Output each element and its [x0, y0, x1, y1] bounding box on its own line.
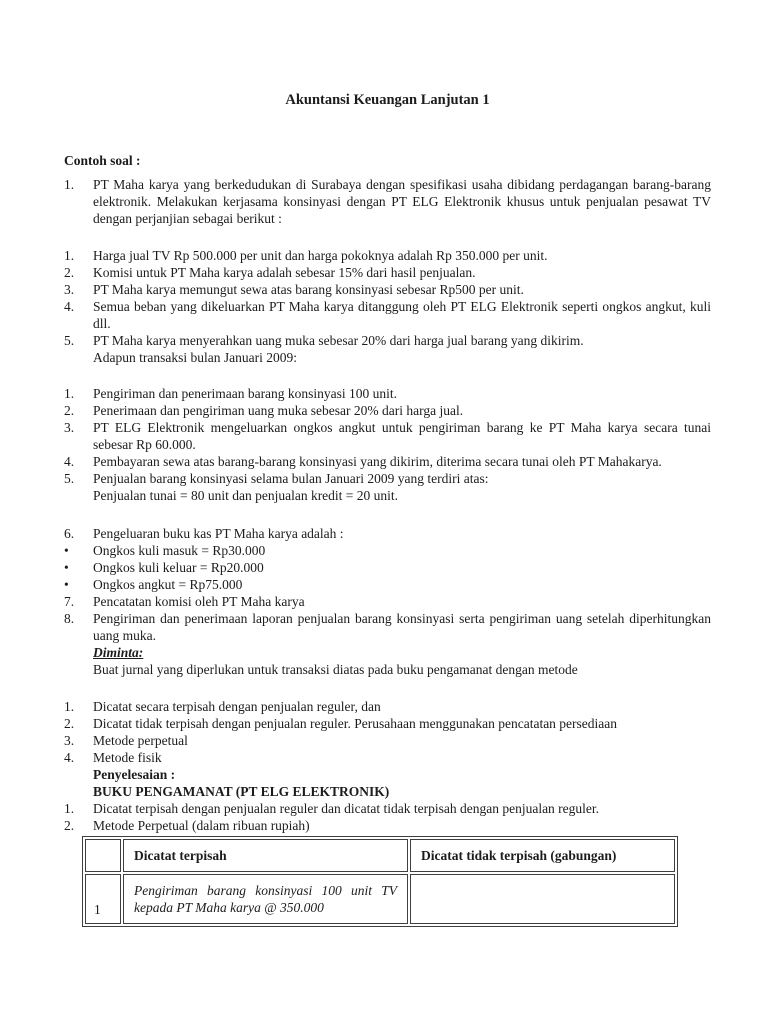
list-item: [64, 715, 711, 732]
list-item: [64, 298, 711, 332]
diminta-instruction: Buat jurnal yang diperlukan untuk transaksi diatas pada buku pengamanat dengan metode: [93, 662, 578, 677]
list-item: [64, 176, 711, 227]
list-item: [64, 698, 711, 715]
list-item-number: 7.: [64, 594, 75, 609]
list-item: [64, 385, 711, 402]
bullet-item-text: Ongkos angkut = Rp75.000: [93, 577, 243, 592]
list-item-number: 3.: [64, 733, 75, 748]
list-item: [64, 593, 711, 610]
list-item-text: Pengeluaran buku kas PT Maha karya adalah :: [93, 526, 344, 541]
header-cell-no: [85, 839, 121, 872]
agreement-list: [64, 247, 711, 366]
list-item-continuation: [64, 487, 711, 504]
list-item: [64, 732, 711, 749]
list-item: [64, 800, 711, 817]
list-item-text: Semua beban yang dikeluarkan PT Maha karya ditanggung oleh PT ELG Elektronik seperti ongkos angkut, kuli dll.: [93, 299, 711, 331]
expenses-section: [64, 525, 711, 678]
list-item-number: 2.: [64, 403, 75, 418]
list-item-text: Dicatat secara terpisah dengan penjualan reguler, dan: [93, 699, 381, 714]
list-item-text: PT Maha karya yang berkedudukan di Surabaya dengan spesifikasi usaha dibidang perdagangan barang-barang elektronik. Melakukan kerjasama konsinyasi dengan PT ELG Elektronik khusus untuk penjualan pesawat TV dengan perjanjian sebagai berikut :: [93, 177, 711, 226]
list-item-number: [64, 487, 93, 504]
list-item: [64, 470, 711, 487]
list-item-text: Adapun transaksi bulan Januari 2009:: [93, 350, 297, 365]
list-item-number: 4.: [64, 299, 75, 314]
bullet-icon: •: [64, 577, 69, 592]
header-cell-terpisah: Dicatat terpisah: [123, 839, 408, 872]
row-number-cell: 1: [85, 874, 121, 924]
transaction-list: [64, 385, 711, 504]
bullet-item: [64, 576, 711, 593]
list-item-number: 1.: [64, 177, 75, 192]
list-item-text: Pengiriman dan penerimaan barang konsinyasi 100 unit.: [93, 386, 398, 401]
list-item-text: Pengiriman dan penerimaan laporan penjualan barang konsinyasi serta pengiriman uang setelah diperhitungkan uang muka.: [93, 611, 711, 643]
list-item-number: 1.: [64, 801, 75, 816]
penyelesaian-label: Penyelesaian :: [93, 767, 176, 782]
list-item-text: Metode perpetual: [93, 733, 188, 748]
list-item-continuation: [64, 349, 711, 366]
list-item-text: Metode Perpetual (dalam ribuan rupiah): [93, 818, 310, 833]
list-item-number: 1.: [64, 699, 75, 714]
list-item-text: Dicatat terpisah dengan penjualan reguler dan dicatat tidak terpisah dengan penjualan reguler.: [93, 801, 600, 816]
bullet-icon: •: [64, 543, 69, 558]
list-item: [64, 264, 711, 281]
page-title: Akuntansi Keuangan Lanjutan 1: [285, 92, 490, 108]
list-item-number: 5.: [64, 333, 75, 348]
list-item-text: Pencatatan komisi oleh PT Maha karya: [93, 594, 305, 609]
list-item: [64, 247, 711, 264]
journal-table-row: [85, 874, 675, 924]
list-item-number: 3.: [64, 420, 75, 435]
list-item-text: Pembayaran sewa atas barang-barang konsinyasi yang dikirim, diterima secara tunai oleh PT Mahakarya.: [93, 454, 662, 469]
list-item-number: 1.: [64, 386, 75, 401]
list-item-number: 3.: [64, 282, 75, 297]
diminta-label: Diminta:: [93, 645, 144, 660]
list-item: [64, 402, 711, 419]
list-item-number: 2.: [64, 716, 75, 731]
bullet-item-text: Ongkos kuli masuk = Rp30.000: [93, 543, 266, 558]
list-item-text: PT Maha karya menyerahkan uang muka sebesar 20% dari harga jual barang yang dikirim.: [93, 333, 584, 348]
list-item-number: 1.: [64, 248, 75, 263]
list-item-text: Penjualan barang konsinyasi selama bulan Januari 2009 yang terdiri atas:: [93, 471, 489, 486]
section-label-contoh: Contoh soal :: [64, 153, 141, 168]
bullet-item-text: Ongkos kuli keluar = Rp20.000: [93, 560, 264, 575]
list-item-text: PT Maha karya memungut sewa atas barang konsinyasi sebesar Rp500 per unit.: [93, 282, 524, 297]
intro-section: [64, 176, 711, 227]
list-item-number: 5.: [64, 471, 75, 486]
bullet-icon: •: [64, 560, 69, 575]
list-item-text: Penjualan tunai = 80 unit dan penjualan kredit = 20 unit.: [93, 488, 399, 503]
list-item-number: 8.: [64, 611, 75, 626]
list-item-text: Penerimaan dan pengiriman uang muka sebesar 20% dari harga jual.: [93, 403, 464, 418]
entry-gabungan-cell: [410, 874, 675, 924]
bullet-item: [64, 559, 711, 576]
journal-table-header-row: [85, 839, 675, 872]
list-item: [64, 332, 711, 349]
list-item: [64, 817, 711, 834]
list-item-text: Harga jual TV Rp 500.000 per unit dan harga pokoknya adalah Rp 350.000 per unit.: [93, 248, 548, 263]
header-cell-gabungan: Dicatat tidak terpisah (gabungan): [410, 839, 675, 872]
list-item-text: PT ELG Elektronik mengeluarkan ongkos angkut untuk pengiriman barang ke PT Maha karya secara tunai sebesar Rp 60.000.: [93, 420, 711, 452]
list-item-text: Komisi untuk PT Maha karya adalah sebesar 15% dari hasil penjualan.: [93, 265, 476, 280]
list-item: [64, 525, 711, 542]
list-item-text: Dicatat tidak terpisah dengan penjualan reguler. Perusahaan menggunakan pencatatan persediaan: [93, 716, 618, 731]
list-item-number: 4.: [64, 750, 75, 765]
methods-and-solution-section: [64, 698, 711, 834]
list-item: [64, 419, 711, 453]
list-item: [64, 281, 711, 298]
list-item-number: 6.: [64, 526, 75, 541]
list-item-number: [64, 349, 93, 366]
buku-pengamanat-heading: BUKU PENGAMANAT (PT ELG ELEKTRONIK): [93, 784, 390, 799]
list-item: [64, 610, 711, 644]
bullet-item: [64, 542, 711, 559]
list-item-number: 4.: [64, 454, 75, 469]
list-item-number: 2.: [64, 265, 75, 280]
list-item-text: Metode fisik: [93, 750, 162, 765]
journal-table: [82, 836, 678, 927]
list-item: [64, 749, 711, 766]
list-item-number: 2.: [64, 818, 75, 833]
list-item: [64, 453, 711, 470]
entry-terpisah-cell: Pengiriman barang konsinyasi 100 unit TV kepada PT Maha karya @ 350.000: [123, 874, 408, 924]
